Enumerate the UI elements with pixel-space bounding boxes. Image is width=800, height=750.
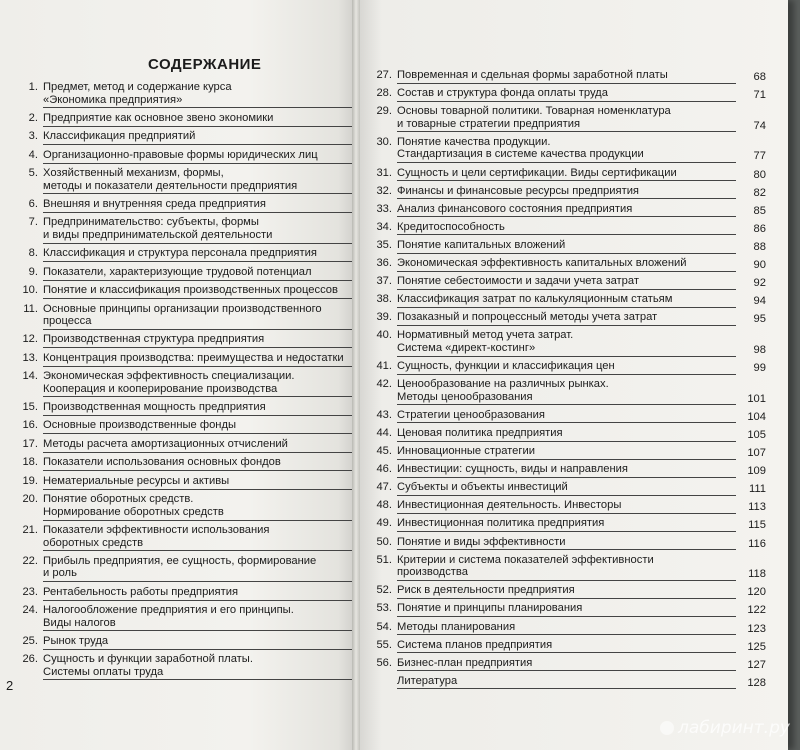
toc-entry: [366, 104, 766, 135]
toc-entry-number: 29.: [376, 105, 392, 118]
toc-entry-title: Риск в деятельности предприятия: [397, 584, 736, 599]
toc-entry-title: Позаказный и попроцессный методы учета затрат: [397, 311, 736, 326]
toc-entry-title: Методы расчета амортизационных отчислений: [43, 438, 352, 453]
toc-entry-number: 19.: [22, 474, 38, 487]
toc-entry-title: Методы планирования: [397, 621, 736, 636]
toc-entry-number: 15.: [22, 400, 38, 413]
toc-entry-page: 122: [747, 604, 766, 617]
toc-entry: [16, 246, 352, 265]
toc-entry-title: Основы товарной политики. Товарная номенклатура и товарные стратегии предприятия: [397, 105, 736, 132]
toc-entry: [16, 351, 352, 370]
toc-entry-number: 22.: [22, 554, 38, 567]
toc-entry-page: 98: [753, 344, 766, 356]
toc-entry-title: Налогообложение предприятия и его принципы. Виды налогов: [43, 604, 352, 631]
toc-entry: [366, 601, 766, 619]
toc-entry-title: Понятие себестоимости и задачи учета затрат: [397, 275, 736, 290]
toc-entry: [366, 480, 766, 498]
toc-entry-title: Концентрация производства: преимущества и недостатки: [43, 352, 352, 367]
toc-entry: [366, 498, 766, 516]
toc-entry-number: 18.: [22, 456, 38, 469]
toc-entry: [366, 408, 766, 426]
toc-entry: [16, 603, 352, 634]
toc-entry-number: 6.: [28, 197, 38, 210]
toc-entry-title: Субъекты и объекты инвестиций: [397, 481, 736, 496]
toc-entry: [366, 292, 766, 310]
toc-entry-title: Система планов предприятия: [397, 639, 736, 654]
toc-entry-page: 120: [747, 586, 766, 599]
toc-entry: [366, 462, 766, 480]
toc-entry-number: 33.: [376, 202, 392, 215]
toc-entry-title: Сущность, функции и классификация цен: [397, 360, 736, 375]
toc-entry: [366, 310, 766, 328]
toc-entry-title: Инвестиционная деятельность. Инвесторы: [397, 499, 736, 514]
toc-entry-number: 56.: [376, 656, 392, 669]
toc-entry-number: 27.: [376, 69, 392, 81]
toc-entry: [366, 184, 766, 202]
toc-entry-number: 3.: [28, 130, 38, 143]
toc-entry: [16, 585, 352, 604]
toc-entry-title: Понятие оборотных средств. Нормирование оборотных средств: [43, 493, 352, 520]
toc-entry: [16, 265, 352, 284]
toc-entry-title: Основные принципы организации производственного процесса: [43, 303, 352, 330]
toc-entry: [16, 554, 352, 585]
toc-entry-page: 105: [747, 428, 766, 441]
toc-entry: [366, 86, 766, 104]
toc-entry-number: 2.: [28, 111, 38, 124]
toc-entry-number: [366, 675, 397, 690]
toc-title: СОДЕРЖАНИЕ: [148, 56, 262, 73]
toc-entry-page: 88: [753, 240, 766, 253]
toc-entry-title: Классификация и структура персонала предприятия: [43, 247, 352, 262]
toc-entry: [366, 674, 766, 692]
toc-entry-title: Организационно-правовые формы юридических лиц: [43, 149, 352, 164]
toc-entry-number: 14.: [22, 370, 38, 383]
toc-entry-number: 30.: [376, 135, 392, 148]
toc-entry-title: Показатели эффективности использования оборотных средств: [43, 524, 352, 551]
toc-entry-page: 125: [747, 640, 766, 653]
toc-entry-page: 90: [753, 259, 766, 272]
toc-entry-title: Понятие качества продукции. Стандартизация в системе качества продукции: [397, 136, 736, 163]
toc-entry-number: 1.: [28, 81, 38, 93]
toc-entry-title: Нематериальные ресурсы и активы: [43, 475, 352, 490]
toc-entry: [16, 148, 352, 167]
toc-entry-number: 45.: [376, 445, 392, 458]
toc-entry-page: 104: [747, 410, 766, 423]
toc-entry: [16, 302, 352, 333]
toc-entry-number: 9.: [28, 265, 38, 278]
toc-entry-title: Предпринимательство: субъекты, формы и виды предпринимательской деятельности: [43, 216, 352, 243]
toc-entry: [16, 332, 352, 351]
toc-entry-title: Понятие и виды эффективности: [397, 536, 736, 551]
toc-entry-number: 13.: [22, 351, 38, 364]
toc-entry: [366, 166, 766, 184]
toc-entry-number: 46.: [376, 463, 392, 476]
toc-entry: [16, 111, 352, 130]
watermark-text: лабиринт.ру: [678, 718, 790, 738]
toc-entry-number: 43.: [376, 408, 392, 421]
toc-entry-number: 21.: [22, 524, 38, 537]
toc-entry-page: 99: [753, 362, 766, 375]
toc-entry: [16, 369, 352, 400]
toc-entry-page: 86: [753, 222, 766, 235]
toc-entry-page: 107: [747, 447, 766, 460]
toc-entry-title: Основные производственные фонды: [43, 419, 352, 434]
toc-entry-number: 5.: [28, 167, 38, 180]
toc-entry-title: Показатели использования основных фондов: [43, 456, 352, 471]
toc-entry-title: Хозяйственный механизм, формы, методы и показатели деятельности предприятия: [43, 167, 352, 194]
toc-entry-title: Анализ финансового состояния предприятия: [397, 203, 736, 218]
toc-entry-number: 10.: [22, 284, 38, 297]
toc-entry-page: 113: [748, 501, 766, 514]
toc-entry: [16, 492, 352, 523]
toc-entry-title: Повременная и сдельная формы заработной платы: [397, 69, 736, 84]
toc-entry-title: Нормативный метод учета затрат. Система «директ-костинг»: [397, 329, 736, 356]
toc-entry-number: 34.: [376, 220, 392, 233]
toc-entry-title: Литература: [397, 675, 736, 690]
toc-entry-title: Понятие и принципы планирования: [397, 602, 736, 617]
toc-entry-number: 48.: [376, 499, 392, 512]
toc-entry-title: Экономическая эффективность капитальных вложений: [397, 257, 736, 272]
toc-entry: [366, 135, 766, 166]
toc-entry-page: 111: [748, 483, 766, 496]
toc-entry-number: 20.: [22, 493, 38, 506]
toc-entry-number: 54.: [376, 620, 392, 633]
toc-entry-page: 116: [748, 537, 766, 550]
toc-entry: [366, 583, 766, 601]
toc-entry: [366, 656, 766, 674]
toc-entry: [366, 516, 766, 534]
toc-entry-title: Понятие и классификация производственных процессов: [43, 284, 352, 299]
toc-entry-number: 49.: [376, 517, 392, 530]
toc-entry-title: Ценообразование на различных рынках. Методы ценообразования: [397, 378, 736, 405]
toc-entry: [16, 455, 352, 474]
toc-entry-number: 23.: [22, 585, 38, 598]
toc-entry: [366, 535, 766, 553]
toc-entry-page: 77: [753, 150, 766, 163]
toc-entry-page: 85: [753, 204, 766, 217]
toc-entry-number: 47.: [376, 481, 392, 494]
toc-entry-title: Рентабельность работы предприятия: [43, 586, 352, 601]
toc-entry: [16, 523, 352, 554]
toc-entry: [366, 359, 766, 377]
toc-entry-page: 128: [747, 676, 766, 689]
toc-entry: [366, 238, 766, 256]
toc-entry-page: 109: [747, 465, 766, 478]
toc-entry-number: 24.: [22, 604, 38, 616]
toc-entry-number: 12.: [22, 333, 38, 346]
toc-entry-number: 53.: [376, 602, 392, 615]
toc-entry-number: 51.: [376, 553, 392, 566]
toc-entry-page: 115: [748, 519, 766, 532]
toc-entry: [366, 220, 766, 238]
toc-entry: [366, 638, 766, 656]
toc-entry-number: 41.: [376, 360, 392, 373]
toc-entry-title: Прибыль предприятия, ее сущность, формирование и роль: [43, 555, 352, 582]
toc-entry-page: 101: [747, 392, 766, 405]
toc-entry-title: Сущность и цели сертификации. Виды сертификации: [397, 167, 736, 182]
toc-entry: [16, 166, 352, 197]
toc-entry: [366, 377, 766, 408]
toc-entry-number: 52.: [376, 584, 392, 597]
toc-entry-title: Классификация предприятий: [43, 130, 352, 145]
toc-entry-page: 82: [753, 186, 766, 199]
toc-entry-number: 38.: [376, 293, 392, 306]
toc-entry-number: 7.: [28, 216, 38, 229]
toc-entry-number: 26.: [22, 653, 38, 666]
toc-entry-number: 36.: [376, 257, 392, 270]
toc-entry-page: 74: [753, 119, 766, 132]
toc-entry-title: Ценовая политика предприятия: [397, 427, 736, 442]
toc-entry-number: 42.: [376, 378, 392, 391]
toc-entry-page: 94: [753, 295, 766, 308]
toc-entry-number: 50.: [376, 535, 392, 548]
toc-entry-page: 92: [753, 277, 766, 290]
toc-entry: [16, 215, 352, 246]
toc-entry: [366, 444, 766, 462]
labirint-logo-icon: [660, 721, 674, 735]
toc-entry-number: 32.: [376, 184, 392, 197]
toc-entry-page: 95: [753, 313, 766, 326]
toc-entry: [16, 129, 352, 148]
toc-entry-page: 123: [747, 622, 766, 635]
toc-entry: [16, 418, 352, 437]
toc-list-left: [16, 80, 352, 683]
toc-entry-title: Экономическая эффективность специализации. Кооперация и кооперирование производства: [43, 370, 352, 397]
toc-entry: [16, 400, 352, 419]
toc-entry-page: 127: [747, 658, 766, 671]
toc-entry-title: Сущность и функции заработной платы. Системы оплаты труда: [43, 653, 352, 680]
toc-entry-title: Инновационные стратегии: [397, 445, 736, 460]
toc-entry: [366, 202, 766, 220]
toc-entry: [366, 328, 766, 359]
toc-entry: [16, 652, 352, 683]
toc-entry-number: 17.: [22, 437, 38, 450]
toc-list-right: [366, 68, 766, 692]
toc-entry: [366, 274, 766, 292]
toc-entry-page: 80: [753, 168, 766, 181]
toc-entry-number: 44.: [376, 426, 392, 439]
page-number: 2: [6, 678, 14, 693]
toc-entry-number: 39.: [376, 311, 392, 324]
toc-entry: [16, 197, 352, 216]
toc-entry-title: Инвестиции: сущность, виды и направления: [397, 463, 736, 478]
toc-entry-number: 28.: [376, 87, 392, 100]
toc-entry-title: Предприятие как основное звено экономики: [43, 112, 352, 127]
toc-entry-title: Критерии и система показателей эффективности производства: [397, 554, 736, 581]
toc-entry: [366, 68, 766, 86]
toc-entry-title: Производственная структура предприятия: [43, 333, 352, 348]
toc-entry: [16, 634, 352, 653]
toc-entry-title: Внешняя и внутренняя среда предприятия: [43, 198, 352, 213]
toc-entry-number: 11.: [23, 302, 38, 315]
left-page: [0, 0, 356, 750]
toc-entry-number: 4.: [28, 148, 38, 161]
toc-entry-number: 25.: [22, 634, 38, 647]
toc-entry-number: 31.: [376, 166, 392, 179]
toc-entry-page: 71: [753, 89, 766, 102]
toc-entry-title: Финансы и финансовые ресурсы предприятия: [397, 185, 736, 200]
right-page: [356, 0, 788, 750]
toc-entry-title: Производственная мощность предприятия: [43, 401, 352, 416]
watermark: [660, 718, 800, 738]
toc-entry-number: 37.: [376, 275, 392, 288]
toc-entry: [16, 437, 352, 456]
toc-entry-number: 35.: [376, 238, 392, 251]
toc-entry: [366, 553, 766, 584]
toc-entry: [366, 426, 766, 444]
toc-entry-number: 55.: [376, 638, 392, 651]
toc-entry-title: Бизнес-план предприятия: [397, 657, 736, 672]
toc-entry: [366, 256, 766, 274]
toc-entry-title: Состав и структура фонда оплаты труда: [397, 87, 736, 102]
toc-entry-title: Классификация затрат по калькуляционным статьям: [397, 293, 736, 308]
toc-entry-page: 118: [748, 568, 766, 581]
toc-entry: [16, 283, 352, 302]
toc-entry-title: Инвестиционная политика предприятия: [397, 517, 736, 532]
toc-entry-title: Стратегии ценообразования: [397, 409, 736, 424]
toc-entry: [16, 80, 352, 111]
toc-entry-title: Показатели, характеризующие трудовой потенциал: [43, 266, 352, 281]
toc-entry-number: 16.: [22, 419, 38, 432]
toc-entry-title: Рынок труда: [43, 635, 352, 650]
toc-entry: [366, 620, 766, 638]
book-spine: [352, 0, 360, 750]
toc-entry-number: 40.: [376, 329, 392, 342]
toc-entry-number: 8.: [28, 247, 38, 260]
toc-entry-page: 68: [753, 71, 766, 83]
toc-entry-title: Кредитоспособность: [397, 221, 736, 236]
toc-entry-title: Предмет, метод и содержание курса «Экономика предприятия»: [43, 81, 352, 108]
toc-entry-title: Понятие капитальных вложений: [397, 239, 736, 254]
toc-entry: [16, 474, 352, 493]
